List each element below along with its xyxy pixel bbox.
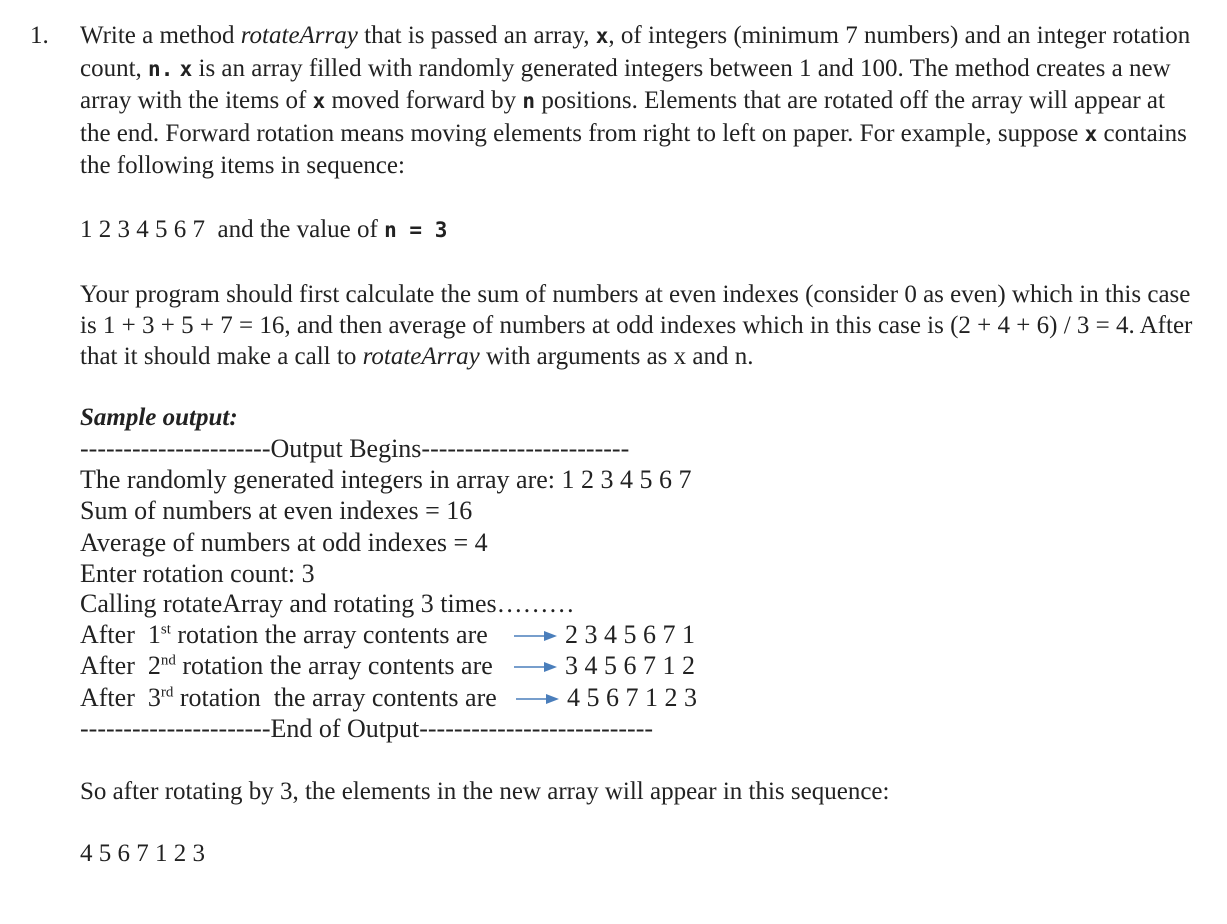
output-line-calling: Calling rotateArray and rotating 3 times……… — [80, 589, 575, 618]
rotation-label-1: After 1st rotation the array contents are — [80, 620, 488, 649]
output-end-line: ----------------------End of Output--------------------------- — [80, 714, 654, 743]
method-name: rotateArray — [240, 22, 358, 49]
output-line-array: The randomly generated integers in array are: 1 2 3 4 5 6 7 — [80, 465, 692, 494]
output-line-rotation-count: Enter rotation count: 3 — [80, 559, 315, 588]
output-line-sum: Sum of numbers at even indexes = 16 — [80, 496, 473, 525]
result-sequence: 4 5 6 7 1 2 3 — [80, 840, 205, 867]
rotation-values-1: 2 3 4 5 6 7 1 — [565, 620, 695, 649]
var-x: x — [1084, 121, 1098, 146]
arrow-right-icon — [516, 692, 560, 706]
conclusion-text: So after rotating by 3, the elements in the new array will appear in this sequence: — [80, 778, 890, 805]
var-x: x — [312, 89, 326, 113]
sample-output-heading: Sample output: — [80, 404, 238, 431]
example-n-value: = 3 — [396, 218, 448, 242]
arrow-right-icon — [514, 660, 558, 674]
var-n: n — [522, 89, 536, 113]
arrow-right-icon — [514, 629, 558, 643]
output-begin-line: ----------------------Output Begins------------------------ — [80, 434, 630, 463]
question-number: 1. — [30, 22, 49, 49]
var-x: x — [179, 56, 193, 81]
var-n: n — [384, 218, 397, 242]
output-line-average: Average of numbers at odd indexes = 4 — [80, 528, 488, 557]
var-x: x — [595, 24, 609, 48]
rotation-label-3: After 3rd rotation the array contents are — [80, 683, 497, 712]
example-line: 1 2 3 4 5 6 7 and the value of n = 3 — [80, 216, 448, 243]
problem-statement: Write a method rotateArray that is passed an array, x, of integers (minimum 7 numbers) and an integer rotation count, n. x is an array filled with randomly generated integers between 1 and 100. The method creates a new array with the items of x moved forward by n positions. Elements that are rotated off the array will appear at the end. Forward rotation means moving elements from right to left on paper. For example, suppose x contains the following items in sequence: — [80, 22, 1191, 179]
rotation-label-2: After 2nd rotation the array contents are — [80, 651, 493, 680]
rotation-values-3: 4 5 6 7 1 2 3 — [567, 683, 697, 712]
program-description: Your program should first calculate the sum of numbers at even indexes (consider 0 as even) which in this case is 1 + 3 + 5 + 7 = 16, and then average of numbers at odd indexes which in this case is (2 + 4 + 6) / 3 = 4. After that it should make a call to rotateArray with arguments as x and n. — [80, 281, 1193, 370]
rotation-values-2: 3 4 5 6 7 1 2 — [565, 651, 695, 680]
example-sequence: 1 2 3 4 5 6 7 — [80, 216, 205, 243]
method-name: rotateArray — [362, 343, 480, 370]
var-n: n. — [148, 56, 174, 81]
